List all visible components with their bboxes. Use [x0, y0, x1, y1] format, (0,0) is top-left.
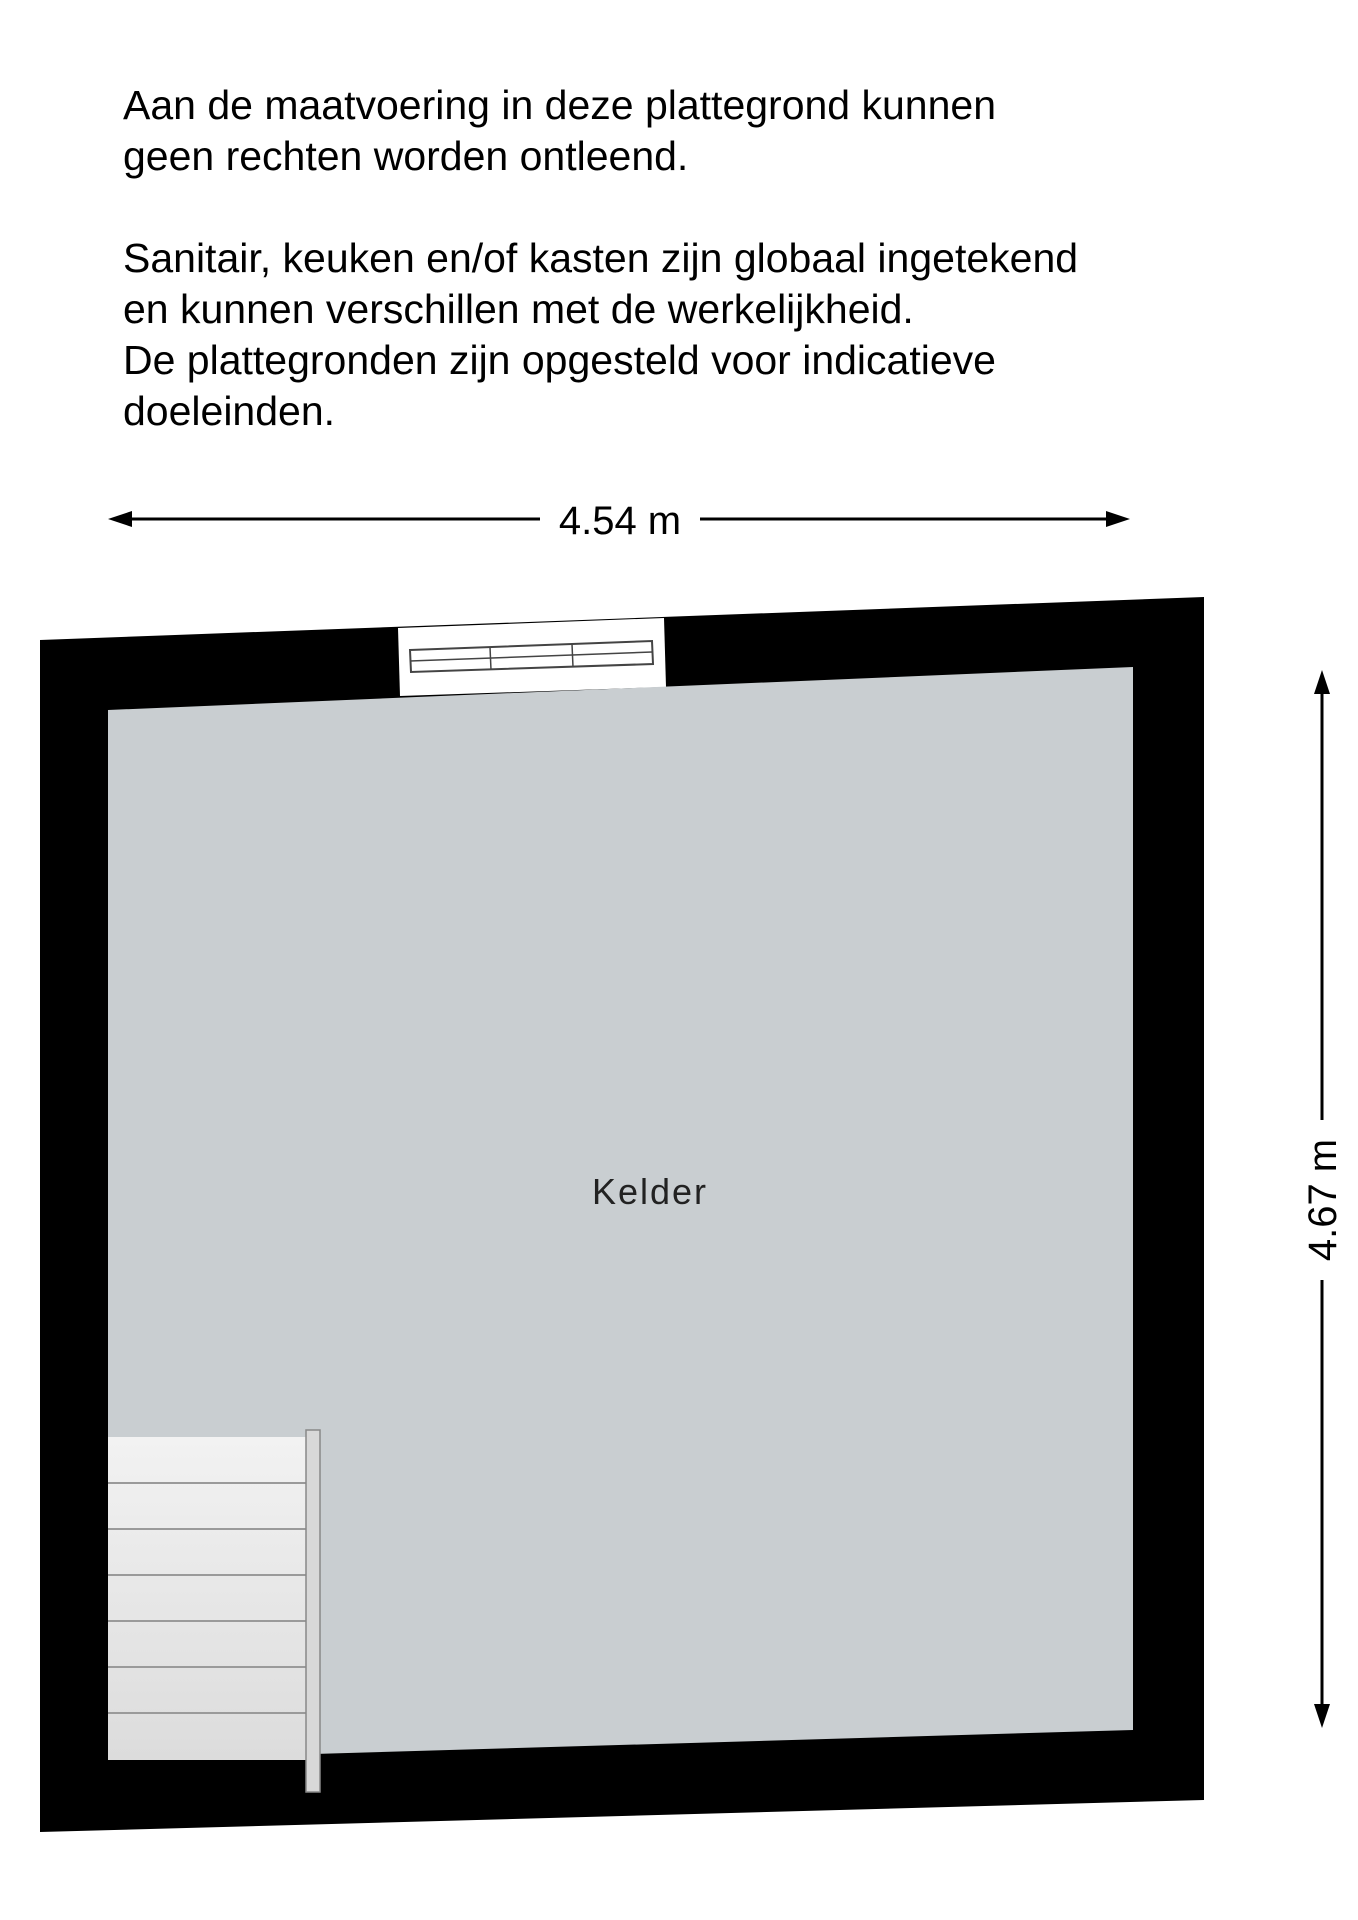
disclaimer-line: doeleinden.	[123, 388, 336, 434]
disclaimer-line: en kunnen verschillen met de werkelijkheid.	[123, 286, 914, 332]
arrow-down-icon	[1314, 1704, 1330, 1728]
room-label-kelder: Kelder	[591, 1171, 709, 1212]
width-dimension	[108, 499, 1130, 543]
arrow-right-icon	[1106, 511, 1130, 527]
height-label: 4.67 m	[1301, 1138, 1345, 1262]
width-label: 4.54 m	[558, 499, 682, 543]
disclaimer-line: geen rechten worden ontleend.	[123, 133, 689, 179]
arrow-left-icon	[108, 511, 132, 527]
disclaimer-line: De plattegronden zijn opgesteld voor indicatieve	[123, 337, 996, 383]
height-dimension	[1301, 670, 1345, 1728]
disclaimer-line: Sanitair, keuken en/of kasten zijn globaal ingetekend	[123, 235, 1079, 281]
stairs	[108, 1430, 320, 1792]
stair-railing	[306, 1430, 320, 1792]
arrow-up-icon	[1314, 670, 1330, 694]
window	[398, 618, 666, 696]
disclaimer-line: Aan de maatvoering in deze plattegrond kunnen	[123, 82, 997, 128]
